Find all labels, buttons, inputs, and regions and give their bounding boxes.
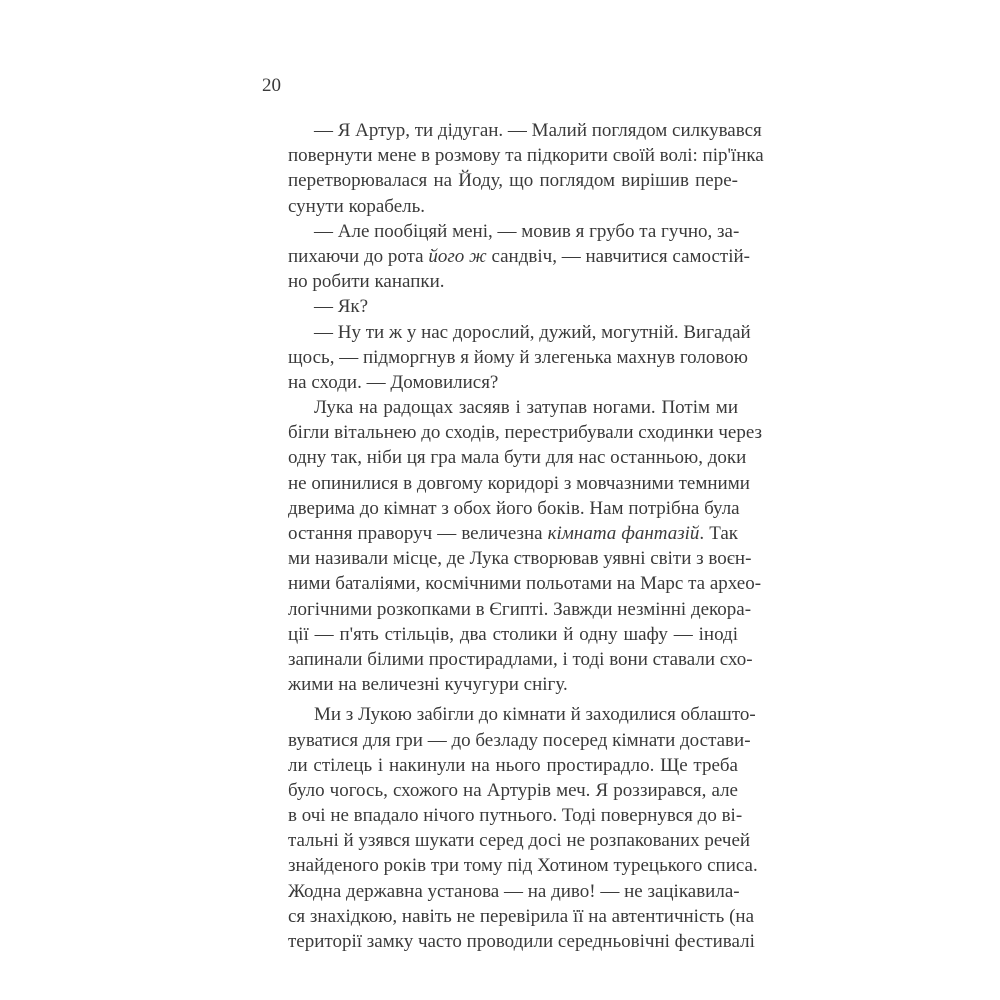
text-segment: пихаючи до рота bbox=[288, 245, 429, 267]
text-line: запинали білими простирадлами, і тоді вони ставали схо- bbox=[288, 648, 753, 670]
text-line: одну так, ніби ця гра мала бути для нас останньою, доки bbox=[288, 447, 747, 469]
text-line: логічними розкопками в Єгипті. Завжди незмінні декора- bbox=[288, 598, 752, 620]
text-line: ли стілець і накинули на нього простирадло. Ще треба bbox=[288, 754, 738, 776]
text-line: но робити канапки. bbox=[288, 271, 445, 293]
text-line bbox=[288, 521, 738, 546]
text-line bbox=[288, 244, 751, 269]
italic-text: кімната фантазій bbox=[547, 523, 700, 544]
text-line: Ми з Лукою забігли до кімнати й заходилися облашто- bbox=[314, 704, 756, 726]
text-line: — Ну ти ж у нас дорослий, дужий, могутній. Вигадай bbox=[314, 321, 751, 343]
text-line: повернути мене в розмову та підкорити своїй волі: пір'їнка bbox=[288, 145, 764, 167]
text-line: бігли вітальнею до сходів, перестрибували сходинки через bbox=[288, 422, 763, 444]
text-line: не опинилися в довгому коридорі з мовчазними темними bbox=[288, 472, 750, 494]
text-line: ми називали місце, де Лука створював уявні світи з воєн- bbox=[288, 548, 752, 570]
text-line: ції — п'ять стільців, два столики й одну шафу — іноді bbox=[288, 623, 738, 645]
text-line: — Я Артур, ти дідуган. — Малий поглядом силкувався bbox=[314, 120, 762, 141]
text-segment: . Так bbox=[699, 523, 739, 544]
italic-text: його ж bbox=[428, 245, 487, 267]
text-line: на сходи. — Домовилися? bbox=[288, 371, 499, 393]
text-line: ними баталіями, космічними польотами на Марс та археo- bbox=[288, 573, 762, 595]
text-line: перетворювалася на Йоду, що поглядом вирішив пере- bbox=[288, 170, 738, 192]
text-line: Лука на радощах засяяв і затупав ногами. Потім ми bbox=[314, 397, 738, 419]
text-line: вуватися для гри — до безладу посеред кімнати достави- bbox=[288, 729, 751, 751]
text-line: — Але пообіцяй мені, — мовив я грубо та гучно, за- bbox=[314, 220, 740, 242]
body-text bbox=[288, 118, 764, 954]
text-line: тальні й узявся шукати серед досі не розпакованих речей bbox=[288, 830, 751, 852]
text-line: ся знахідкою, навіть не перевірила її на автентичність (на bbox=[288, 905, 755, 927]
text-line: Жодна державна установа — на диво! — не зацікавила- bbox=[288, 880, 740, 902]
text-segment: остання праворуч — величезна bbox=[288, 523, 548, 544]
text-line: було чогось, схожого на Артурів меч. Я роззирався, але bbox=[288, 779, 738, 801]
text-line: — Як? bbox=[314, 296, 369, 318]
text-line: знайденого років три тому під Хотином турецького списа. bbox=[288, 855, 758, 877]
text-line: в очі не впадало нічого путнього. Тоді повернувся до ві- bbox=[288, 805, 743, 827]
page-number: 20 bbox=[262, 75, 281, 96]
text-segment: сандвіч, — навчитися самостій- bbox=[486, 245, 751, 267]
text-line: території замку часто проводили середньовічні фестивалі bbox=[288, 931, 755, 952]
text-line: щось, — підморгнув я йому й злегенька махнув головою bbox=[288, 346, 748, 368]
text-line: жими на величезні кучугури снігу. bbox=[288, 674, 568, 696]
text-line: дверима до кімнат з обох його боків. Нам потрібна була bbox=[288, 497, 740, 519]
text-line: сунути корабель. bbox=[288, 195, 426, 217]
